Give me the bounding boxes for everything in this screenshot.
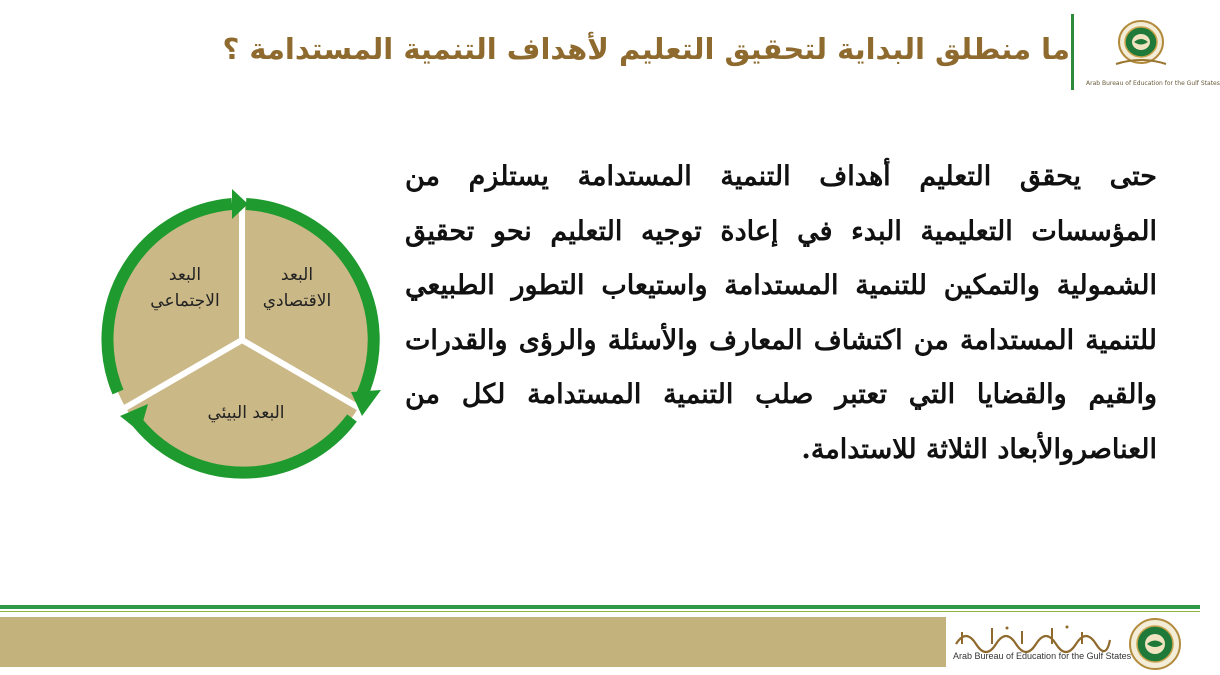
label-social-line1: البعد <box>168 265 202 285</box>
header-logo-caption: Arab Bureau of Education for the Gulf States <box>1086 80 1220 87</box>
abegs-emblem-icon <box>1128 617 1182 671</box>
footer-logo-caption: Arab Bureau of Education for the Gulf States <box>953 651 1132 661</box>
footer-thin-line <box>0 611 1200 612</box>
label-environmental: البعد البيئي <box>207 403 285 423</box>
label-social-line2: الاجتماعي <box>150 291 220 311</box>
abegs-logo-icon <box>1108 18 1174 72</box>
footer-line <box>0 605 1200 609</box>
abegs-calligraphy-logo-icon <box>952 622 1112 652</box>
slide-title: ما منطلق البداية لتحقيق التعليم لأهداف التنمية المستدامة ؟ <box>222 32 1070 66</box>
header-divider <box>1071 14 1074 90</box>
sustainability-cycle-diagram <box>96 180 396 490</box>
footer-bar <box>0 617 946 667</box>
label-economic-line2: الاقتصادي <box>262 291 332 311</box>
body-paragraph: حتى يحقق التعليم أهداف التنمية المستدامة يستلزم من المؤسسات التعليمية البدء في إعادة توجيه التعليم نحو تحقيق الشمولية والتمكين للتنمية المستدامة واستيعاب التطور الطبيعي للتنمية المستدامة من اكتشاف المعارف والأسئلة والرؤى والقدرات والقيم والقضايا التي تعتبر صلب التنمية المستدامة لكل من العناصروالأبعاد الثلاثة للاستدامة. <box>405 161 1157 465</box>
label-economic-line1: البعد <box>280 265 314 285</box>
